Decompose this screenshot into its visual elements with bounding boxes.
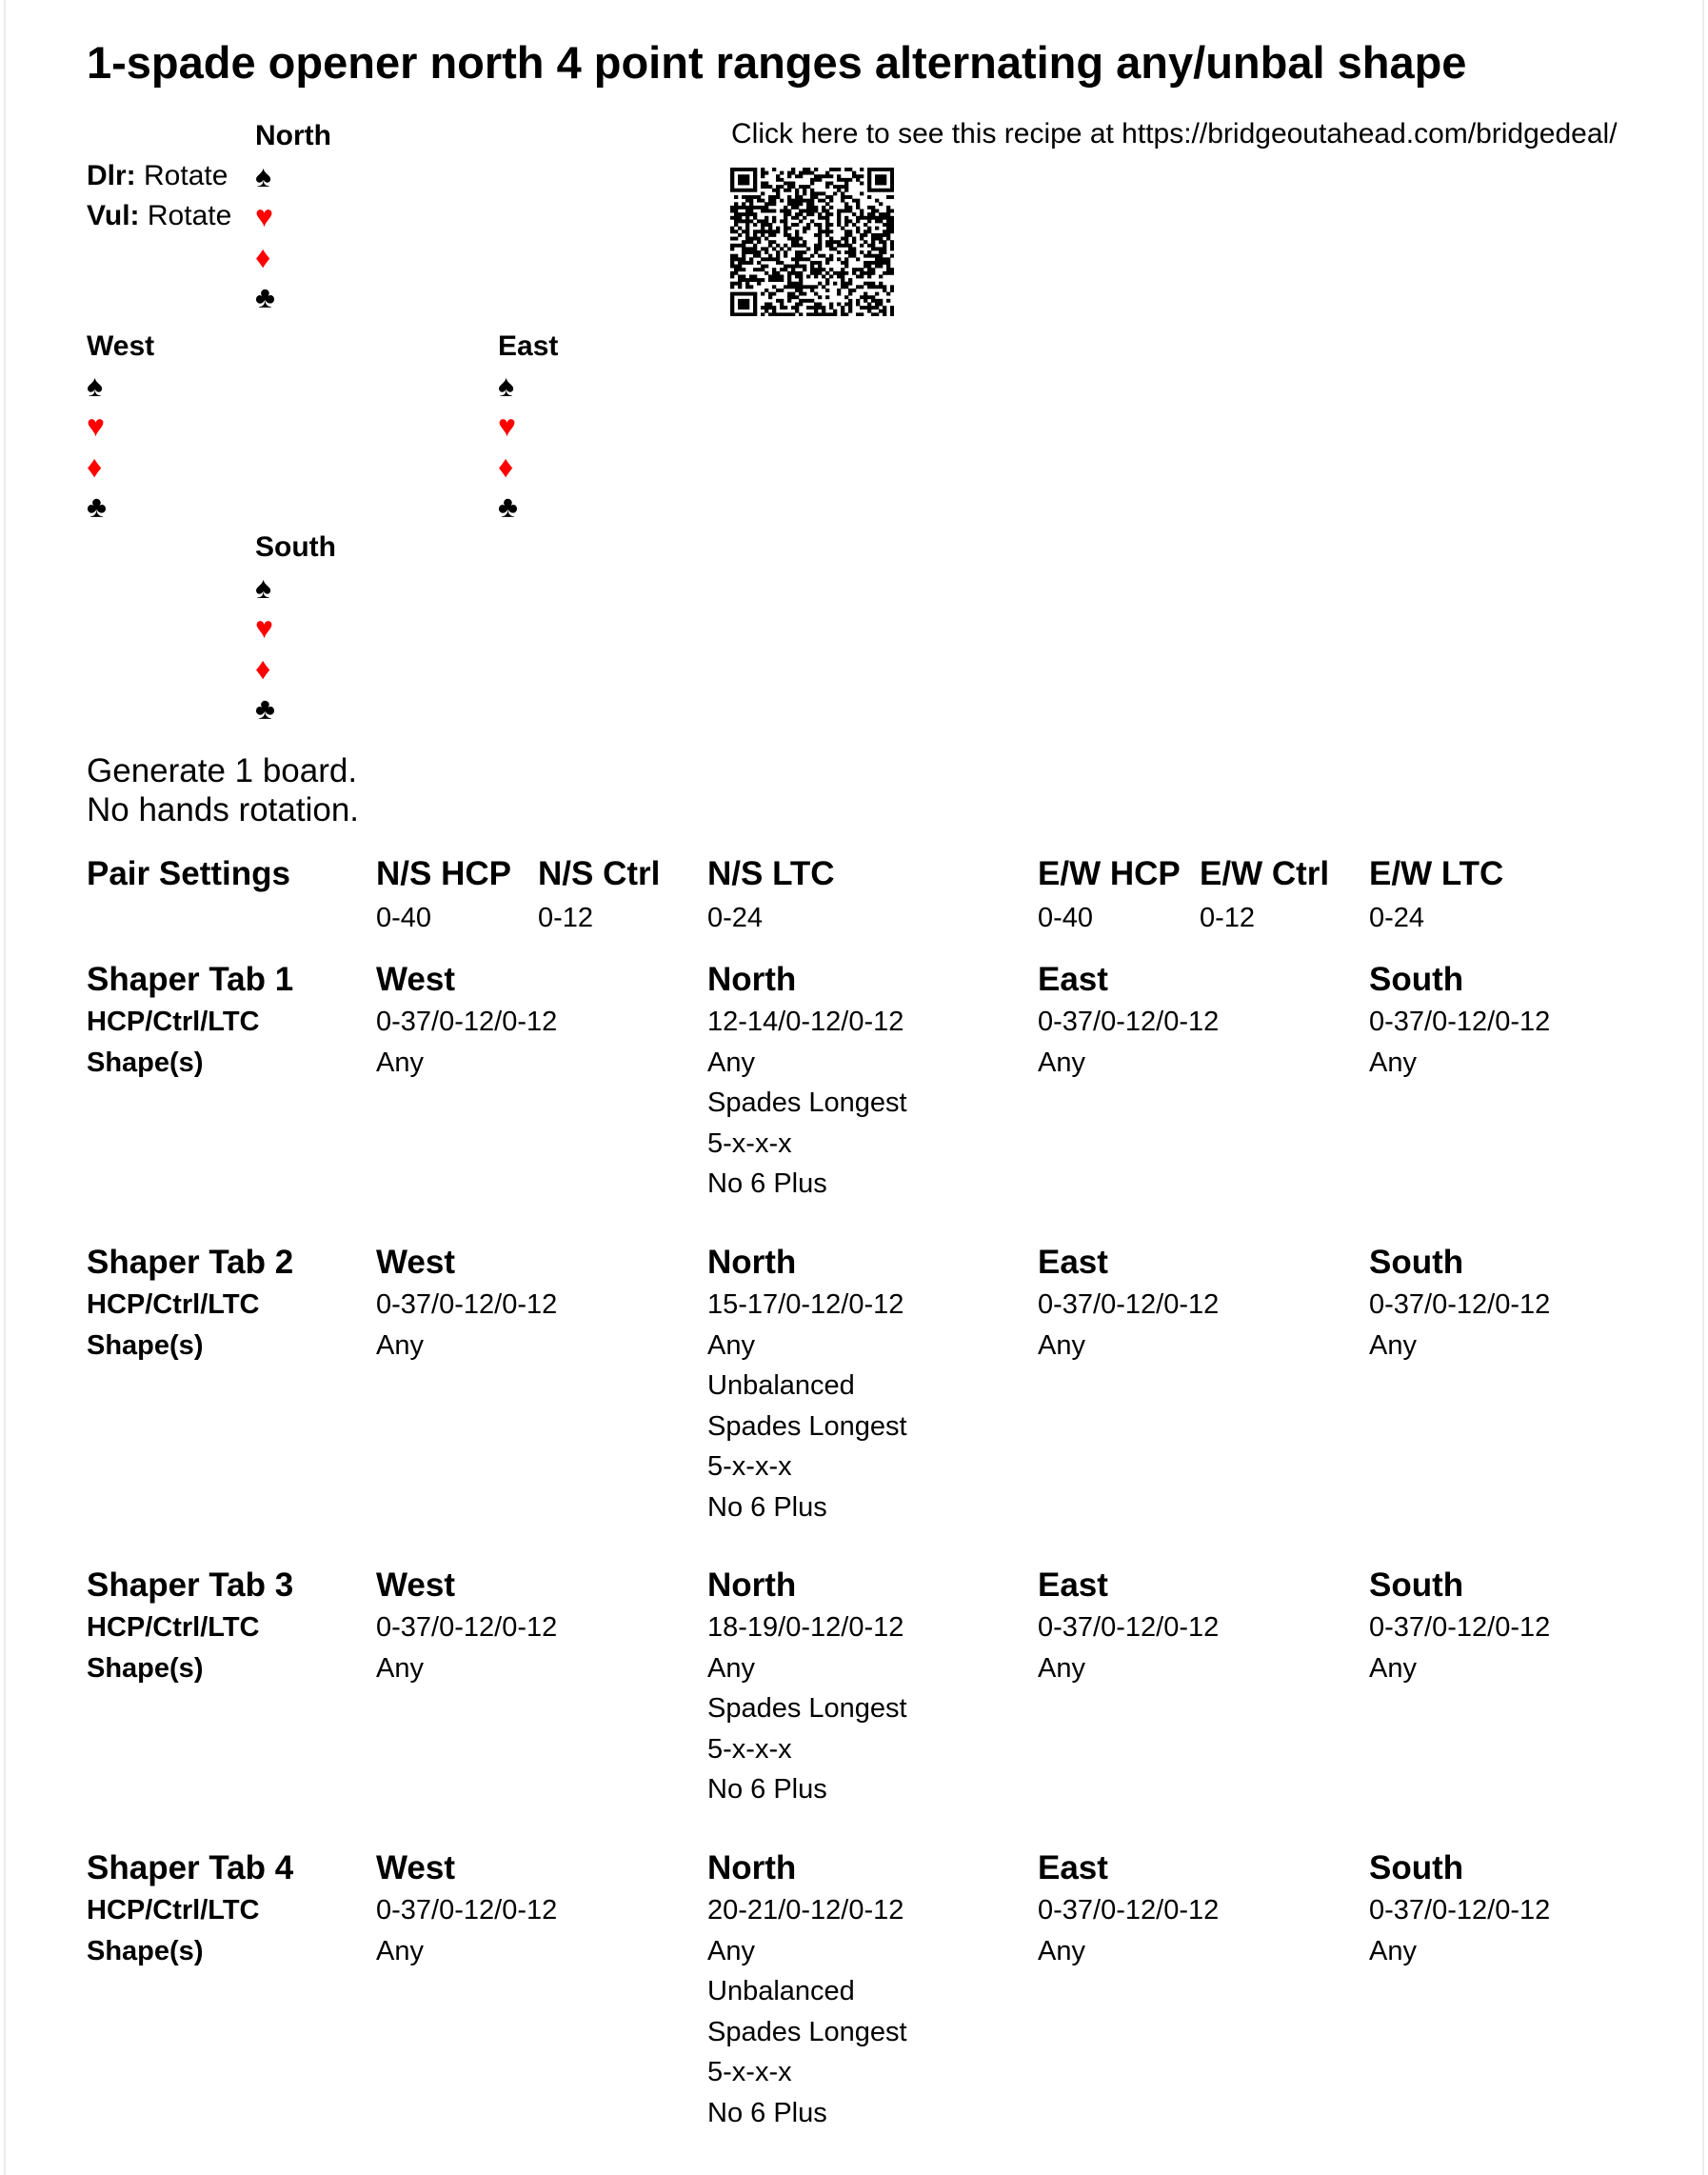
heart-icon: ♥ — [87, 409, 105, 443]
page-edge — [4, 0, 6, 2175]
hand-name: West — [376, 1566, 455, 1604]
pair-setting-value: 0-24 — [1369, 903, 1425, 933]
diamond-icon: ♦ — [87, 449, 103, 484]
hand-setting-line: Unbalanced — [707, 1976, 855, 2006]
hand-setting-line: Any — [1038, 1048, 1085, 1078]
north-label: North — [255, 120, 331, 151]
club-icon: ♣ — [87, 489, 107, 524]
shaper-tab-title: Shaper Tab 4 — [87, 1849, 294, 1886]
hand-setting-line: Any — [1369, 1048, 1417, 1078]
rotation-text: No hands rotation. — [87, 791, 360, 828]
hand-setting-line: Any — [707, 1048, 755, 1078]
hand-setting-line: Any — [707, 1936, 755, 1966]
hcp-ctrl-ltc-label: HCP/Ctrl/LTC — [87, 1895, 260, 1926]
hand-name: West — [376, 1244, 455, 1281]
pair-setting-header: N/S HCP — [376, 855, 511, 892]
hand-setting-line: Any — [1369, 1330, 1417, 1361]
hand-name: East — [1038, 1244, 1108, 1281]
hand-setting-line: No 6 Plus — [707, 2098, 827, 2128]
page-title: 1-spade opener north 4 point ranges alternating any/unbal shape — [87, 37, 1467, 88]
shapes-label: Shape(s) — [87, 1653, 204, 1684]
hand-setting-line: Any — [1038, 1936, 1085, 1966]
pair-setting-value: 0-12 — [538, 903, 594, 933]
pair-setting-value: 0-40 — [1038, 903, 1094, 933]
spade-icon: ♠ — [498, 369, 514, 403]
generate-boards-text: Generate 1 board. — [87, 752, 358, 789]
hand-name: North — [707, 1849, 797, 1886]
hand-setting-line: Any — [707, 1330, 755, 1361]
vulnerability-info: Vul: Rotate — [87, 200, 232, 231]
diamond-icon: ♦ — [255, 240, 271, 274]
hand-setting-line: Unbalanced — [707, 1370, 855, 1401]
hand-name: South — [1369, 1244, 1464, 1281]
hand-setting-line: No 6 Plus — [707, 1492, 827, 1523]
hcp-ctrl-ltc-label: HCP/Ctrl/LTC — [87, 1007, 260, 1037]
club-icon: ♣ — [255, 280, 275, 314]
hand-setting-line: 0-37/0-12/0-12 — [1369, 1289, 1551, 1320]
diamond-icon: ♦ — [255, 651, 271, 686]
hand-setting-line: Any — [376, 1048, 424, 1078]
hand-setting-line: 0-37/0-12/0-12 — [376, 1289, 558, 1320]
spade-icon: ♠ — [255, 159, 271, 193]
hand-setting-line: Any — [1369, 1936, 1417, 1966]
hand-setting-line: 15-17/0-12/0-12 — [707, 1289, 904, 1320]
hand-setting-line: 0-37/0-12/0-12 — [1038, 1895, 1220, 1926]
hand-setting-line: 0-37/0-12/0-12 — [376, 1612, 558, 1643]
hand-name: South — [1369, 1849, 1464, 1886]
club-icon: ♣ — [498, 489, 518, 524]
hand-name: North — [707, 1566, 797, 1604]
pair-setting-header: N/S LTC — [707, 855, 835, 892]
diamond-icon: ♦ — [498, 449, 514, 484]
spade-icon: ♠ — [255, 570, 271, 605]
shaper-tab-title: Shaper Tab 1 — [87, 961, 294, 998]
hand-setting-line: Any — [376, 1936, 424, 1966]
hand-setting-line: 0-37/0-12/0-12 — [376, 1007, 558, 1037]
hand-setting-line: 0-37/0-12/0-12 — [1369, 1895, 1551, 1926]
hand-setting-line: No 6 Plus — [707, 1168, 827, 1199]
west-label: West — [87, 330, 155, 362]
hand-setting-line: 18-19/0-12/0-12 — [707, 1612, 904, 1643]
hand-name: East — [1038, 1566, 1108, 1604]
heart-icon: ♥ — [255, 610, 273, 645]
pair-setting-value: 0-24 — [707, 903, 764, 933]
hand-setting-line: 0-37/0-12/0-12 — [1369, 1612, 1551, 1643]
pair-setting-value: 0-40 — [376, 903, 432, 933]
hand-setting-line: Any — [1038, 1330, 1085, 1361]
hand-setting-line: 5-x-x-x — [707, 1128, 792, 1159]
heart-icon: ♥ — [255, 199, 273, 233]
recipe-link[interactable]: Click here to see this recipe at https://bridgeoutahead.com/bridgedeal/ — [731, 118, 1618, 150]
shapes-label: Shape(s) — [87, 1330, 204, 1361]
hand-setting-line: Any — [707, 1653, 755, 1684]
hand-name: West — [376, 961, 455, 998]
hand-name: North — [707, 1244, 797, 1281]
hand-setting-line: Spades Longest — [707, 1411, 907, 1442]
hand-setting-line: 5-x-x-x — [707, 1451, 792, 1482]
hand-name: West — [376, 1849, 455, 1886]
hand-setting-line: 5-x-x-x — [707, 2057, 792, 2087]
club-icon: ♣ — [255, 691, 275, 726]
heart-icon: ♥ — [498, 409, 516, 443]
hand-name: East — [1038, 961, 1108, 998]
hand-name: North — [707, 961, 797, 998]
shapes-label: Shape(s) — [87, 1936, 204, 1966]
hand-setting-line: Any — [376, 1330, 424, 1361]
hand-setting-line: 0-37/0-12/0-12 — [1038, 1289, 1220, 1320]
hand-setting-line: 12-14/0-12/0-12 — [707, 1007, 904, 1037]
pair-setting-header: E/W HCP — [1038, 855, 1181, 892]
hand-setting-line: 0-37/0-12/0-12 — [1038, 1007, 1220, 1037]
hand-setting-line: 0-37/0-12/0-12 — [1369, 1007, 1551, 1037]
dealer-info: Dlr: Rotate — [87, 160, 228, 191]
shapes-label: Shape(s) — [87, 1048, 204, 1078]
pair-setting-header: E/W LTC — [1369, 855, 1504, 892]
hand-setting-line: 5-x-x-x — [707, 1734, 792, 1765]
hand-name: South — [1369, 1566, 1464, 1604]
hand-name: East — [1038, 1849, 1108, 1886]
hand-setting-line: Any — [376, 1653, 424, 1684]
hcp-ctrl-ltc-label: HCP/Ctrl/LTC — [87, 1289, 260, 1320]
hand-setting-line: Any — [1038, 1653, 1085, 1684]
shaper-tab-title: Shaper Tab 3 — [87, 1566, 294, 1604]
east-label: East — [498, 330, 559, 362]
hand-name: South — [1369, 961, 1464, 998]
hand-setting-line: Spades Longest — [707, 2017, 907, 2047]
pair-setting-header: N/S Ctrl — [538, 855, 661, 892]
page-edge — [1702, 0, 1704, 2175]
hand-setting-line: Any — [1369, 1653, 1417, 1684]
hand-setting-line: 0-37/0-12/0-12 — [376, 1895, 558, 1926]
hcp-ctrl-ltc-label: HCP/Ctrl/LTC — [87, 1612, 260, 1643]
hand-setting-line: No 6 Plus — [707, 1774, 827, 1805]
pair-setting-value: 0-12 — [1200, 903, 1256, 933]
qr-code-icon[interactable] — [730, 168, 894, 316]
pair-setting-header: E/W Ctrl — [1200, 855, 1330, 892]
hand-setting-line: 0-37/0-12/0-12 — [1038, 1612, 1220, 1643]
hand-setting-line: 20-21/0-12/0-12 — [707, 1895, 904, 1926]
shaper-tab-title: Shaper Tab 2 — [87, 1244, 294, 1281]
hand-setting-line: Spades Longest — [707, 1693, 907, 1724]
hand-setting-line: Spades Longest — [707, 1088, 907, 1118]
south-label: South — [255, 531, 336, 563]
pair-settings-label: Pair Settings — [87, 855, 290, 892]
spade-icon: ♠ — [87, 369, 103, 403]
